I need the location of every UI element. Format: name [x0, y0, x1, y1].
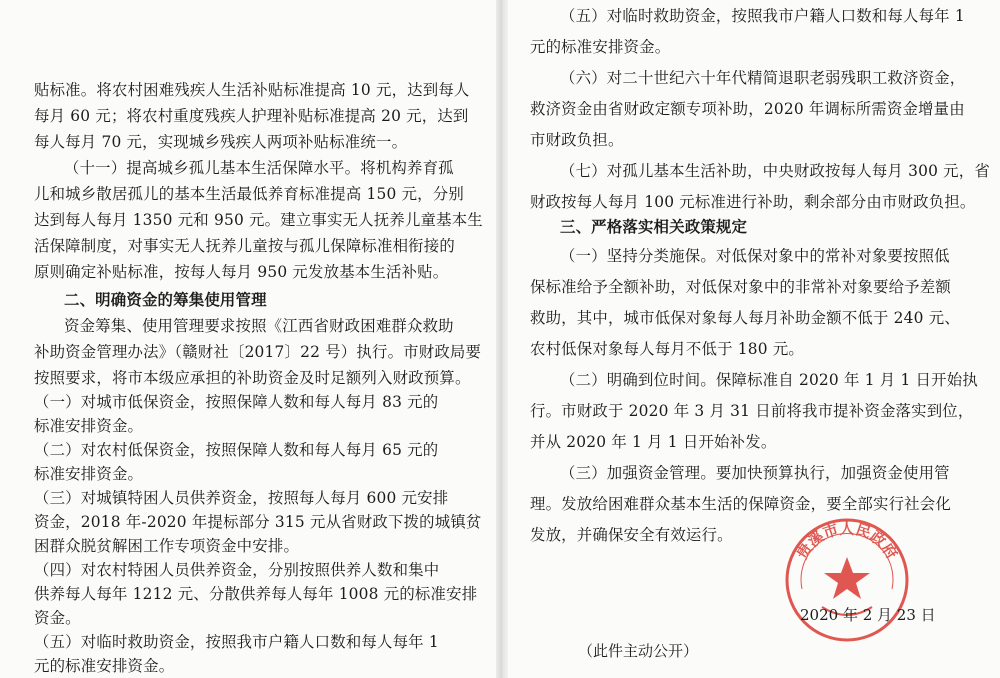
text-line: 发放，并确保安全有效运行。 — [530, 526, 733, 544]
text-line: 农村低保对象每人每月不低于 180 元。 — [530, 340, 805, 358]
section-heading: 三、严格落实相关政策规定 — [560, 218, 748, 236]
text-line: 达到每人每月 1350 元和 950 元。建立事实无人抚养儿童基本生 — [34, 211, 483, 229]
text-line: 原则确定补贴标准，按每人每月 950 元发放基本生活补贴。 — [34, 263, 449, 281]
section-heading: 二、明确资金的筹集使用管理 — [64, 291, 267, 309]
text-line: 元的标准安排资金。 — [34, 657, 175, 675]
text-line: 并从 2020 年 1 月 1 日开始补发。 — [530, 433, 777, 451]
text-line: 理。发放给困难群众基本生活的保障资金，要全部实行社会化 — [530, 495, 951, 513]
text-line: （五）对临时救助资金，按照我市户籍人口数和每人每年 1 — [560, 7, 965, 25]
text-line: 困群众脱贫解困工作专项资金中安排。 — [34, 537, 300, 555]
text-line: 资金，2018 年-2020 年提标部分 315 元从省财政下拨的城镇贫 — [34, 513, 482, 531]
text-line: 供养每人每年 1212 元、分散供养每人每年 1008 元的标准安排 — [34, 585, 478, 603]
seal-text: 贵溪市人民政府 — [792, 519, 902, 563]
text-line: （三）对城镇特困人员供养资金，按照每人每月 600 元安排 — [34, 489, 449, 507]
text-line: 救济资金由省财政定额专项补助，2020 年调标所需资金增量由 — [530, 100, 965, 118]
text-line: 资金。 — [34, 609, 81, 627]
text-line: （十一）提高城乡孤儿基本生活保障水平。将机构养育孤 — [64, 159, 454, 177]
text-line: 儿和城乡散居孤儿的基本生活最低养育标准提高 150 元，分别 — [34, 185, 464, 203]
text-line: 元的标准安排资金。 — [530, 38, 671, 56]
text-line: 财政按每人每月 100 元标准进行补助，剩余部分由市财政负担。 — [530, 193, 976, 211]
seal-star-icon — [824, 557, 870, 599]
text-line: （二）明确到位时间。保障标准自 2020 年 1 月 1 日开始执 — [560, 371, 978, 389]
text-line: （四）对农村特困人员供养资金，分别按照供养人数和集中 — [34, 561, 440, 579]
text-line: 标准安排资金。 — [34, 417, 144, 435]
text-line: 每月 60 元；将农村重度残疾人护理补贴标准提高 20 元，达到 — [34, 107, 469, 125]
text-line: （六）对二十世纪六十年代精简退职老弱残职工救济资金， — [560, 69, 966, 87]
text-line: 市财政负担。 — [530, 131, 624, 149]
text-line: 标准安排资金。 — [34, 465, 144, 483]
text-line: 每人每月 70 元，实现城乡残疾人两项补贴标准统一。 — [34, 133, 408, 151]
public-notice: （此件主动公开） — [578, 642, 699, 660]
document-date: 2020 年 2 月 23 日 — [800, 606, 936, 624]
text-line: 资金筹集、使用管理要求按照《江西省财政困难群众救助 — [64, 317, 454, 335]
text-line: （一）坚持分类施保。对低保对象中的常补对象要按照低 — [560, 247, 950, 265]
text-line: 活保障制度，对事实无人抚养儿童按与孤儿保障标准相衔接的 — [34, 237, 455, 255]
text-line: （一）对城市低保资金，按照保障人数和每人每月 83 元的 — [34, 393, 439, 411]
text-line: 行。市财政于 2020 年 3 月 31 日前将我市提补资金落实到位， — [530, 402, 974, 420]
text-line: 救助，其中，城市低保对象每人每月补助金额不低于 240 元、 — [530, 309, 960, 327]
text-line: 保标准给予全额补助，对低保对象中的非常补对象要给予差额 — [530, 278, 951, 296]
text-line: （七）对孤儿基本生活补助，中央财政按每人每月 300 元，省 — [560, 162, 990, 180]
text-line: 贴标准。将农村困难残疾人生活补贴标准提高 10 元，达到每人 — [34, 81, 470, 99]
text-line: 补助资金管理办法》（赣财社〔2017〕22 号）执行。市财政局要 — [34, 343, 482, 361]
page-gutter — [496, 0, 508, 678]
text-line: 按照要求，将市本级应承担的补助资金及时足额列入财政预算。 — [34, 369, 471, 387]
text-line: （二）对农村低保资金，按照保障人数和每人每月 65 元的 — [34, 441, 439, 459]
text-line: （五）对临时救助资金，按照我市户籍人口数和每人每年 1 — [34, 633, 439, 651]
text-line: （三）加强资金管理。要加快预算执行，加强资金使用管 — [560, 464, 950, 482]
